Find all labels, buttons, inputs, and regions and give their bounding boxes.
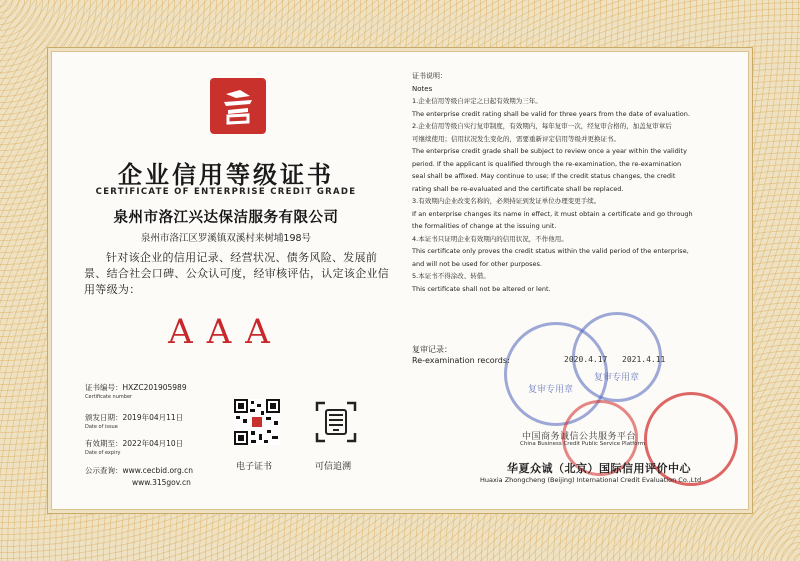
issuer-name-zh: 华夏众诚（北京）国际信用评价中心 bbox=[507, 462, 691, 475]
trust-trace-icon[interactable] bbox=[313, 399, 359, 445]
expiry-date-label: 有效期至： bbox=[85, 439, 123, 448]
expiry-date-value: 2022年04月10日 bbox=[122, 439, 184, 448]
trust-trace-label: 可信追溯 bbox=[315, 462, 352, 472]
public-query-label: 公示查询： bbox=[85, 466, 123, 475]
credit-grade: AAA bbox=[168, 312, 284, 352]
note-line: The enterprise credit grade shall be subject to review once a year within the validity bbox=[412, 147, 687, 155]
cert-number-label: 证书编号： bbox=[85, 383, 123, 392]
note-line: 5.本证书不得涂改、转借。 bbox=[412, 272, 490, 280]
issue-date-value: 2019年04月11日 bbox=[122, 413, 184, 422]
note-line: and will not be used for other purposes. bbox=[412, 259, 542, 268]
query-site-2[interactable]: www.315gov.cn bbox=[132, 478, 191, 487]
notes-section bbox=[412, 70, 742, 295]
reexam-label-zh: 复审记录： bbox=[412, 345, 452, 354]
e-certificate-label: 电子证书 bbox=[236, 462, 273, 472]
certificate-title-en: CERTIFICATE OF ENTERPRISE CREDIT GRADE bbox=[95, 187, 357, 197]
certificate-left-half bbox=[52, 52, 400, 509]
note-line: the formalities of change at the issuing unit. bbox=[412, 222, 557, 230]
cert-number-value: HXZC201905989 bbox=[122, 383, 187, 392]
note-line: This certificate only proves the credit status within the valid period of the enterprise, bbox=[412, 247, 689, 255]
issue-date-label-en: Date of issue bbox=[85, 424, 118, 430]
issue-date-row bbox=[85, 412, 183, 430]
note-line: rating shall be re-evaluated and the certificate shall be replaced. bbox=[412, 184, 624, 193]
company-name: 泉州市洛江兴达保洁服务有限公司 bbox=[113, 210, 339, 226]
reexam-date-2: 2021.4.11 bbox=[622, 355, 666, 364]
note-line: seal shall be affixed. May continue to use; If the credit status changes, the credit bbox=[412, 172, 676, 180]
qr-code-icon[interactable] bbox=[234, 399, 280, 445]
cert-number-row bbox=[85, 382, 187, 400]
issue-date-label: 颁发日期： bbox=[85, 413, 123, 422]
reexam-label-en: Re-examination records: bbox=[412, 356, 510, 365]
company-address: 泉州市洛江区罗溪镇双溪村来树埔198号 bbox=[140, 233, 312, 244]
note-line: The enterprise credit rating shall be valid for three years from the date of evaluation. bbox=[412, 109, 690, 118]
note-line: This certificate shall not be altered or lent. bbox=[412, 284, 551, 293]
public-query-row bbox=[85, 465, 193, 476]
certificate-body-text: 针对该企业的信用记录、经营状况、债务风险、发展前景、结合社会口碑、公众认可度，经审核评估，认定该企业信用等级为： bbox=[84, 251, 390, 296]
issuer-name-en: Huaxia Zhongcheng (Beijing) International Credit Evaluation Co.,Ltd. bbox=[480, 476, 704, 484]
expiry-date-label-en: Date of expiry bbox=[85, 450, 121, 456]
query-site-1[interactable]: www.cecbid.org.cn bbox=[122, 466, 194, 475]
reexam-seal-text-1: 复审专用章 bbox=[528, 385, 574, 395]
note-line: period. If the applicant is qualified through the re-examination, the re-examination bbox=[412, 159, 682, 168]
certificate-inner-panel bbox=[52, 52, 748, 509]
note-line: 可继续使用；信用状况发生变化的，需要重新评定信用等级并更换证书。 bbox=[412, 134, 620, 143]
notes-heading-zh: 证书说明： bbox=[412, 72, 447, 80]
notes-heading-en: Notes bbox=[412, 84, 433, 93]
cert-number-label-en: Certificate number bbox=[85, 394, 133, 400]
reexam-seal-text-2: 复审专用章 bbox=[594, 373, 640, 383]
note-line: If an enterprise changes its name in effect, it must obtain a certificate and go through bbox=[412, 209, 693, 218]
note-line: 3.有效期内企业改变名称的，必须持证到发证单位办理变更手续。 bbox=[412, 197, 601, 205]
credit-seal-icon bbox=[210, 78, 266, 134]
note-line: 2.企业信用等级自实行复审制度，有效期内，每年复审一次，经复审合格的，加盖复审章后 bbox=[412, 122, 672, 130]
expiry-date-row bbox=[85, 438, 183, 456]
note-line: 4.本证书只证明企业有效期内的信用状况，不作他用。 bbox=[412, 234, 568, 243]
note-line: 1.企业信用等级自评定之日起有效期为三年。 bbox=[412, 97, 542, 105]
reexam-date-1: 2020.4.17 bbox=[564, 355, 608, 364]
certificate-title: 企业信用等级证书 bbox=[118, 160, 334, 189]
certificate-right-half bbox=[412, 52, 742, 509]
platform-name-zh: 中国商务诚信公共服务平台 bbox=[522, 432, 637, 442]
platform-name-en: China Business Credit Public Service Platform bbox=[520, 441, 646, 447]
